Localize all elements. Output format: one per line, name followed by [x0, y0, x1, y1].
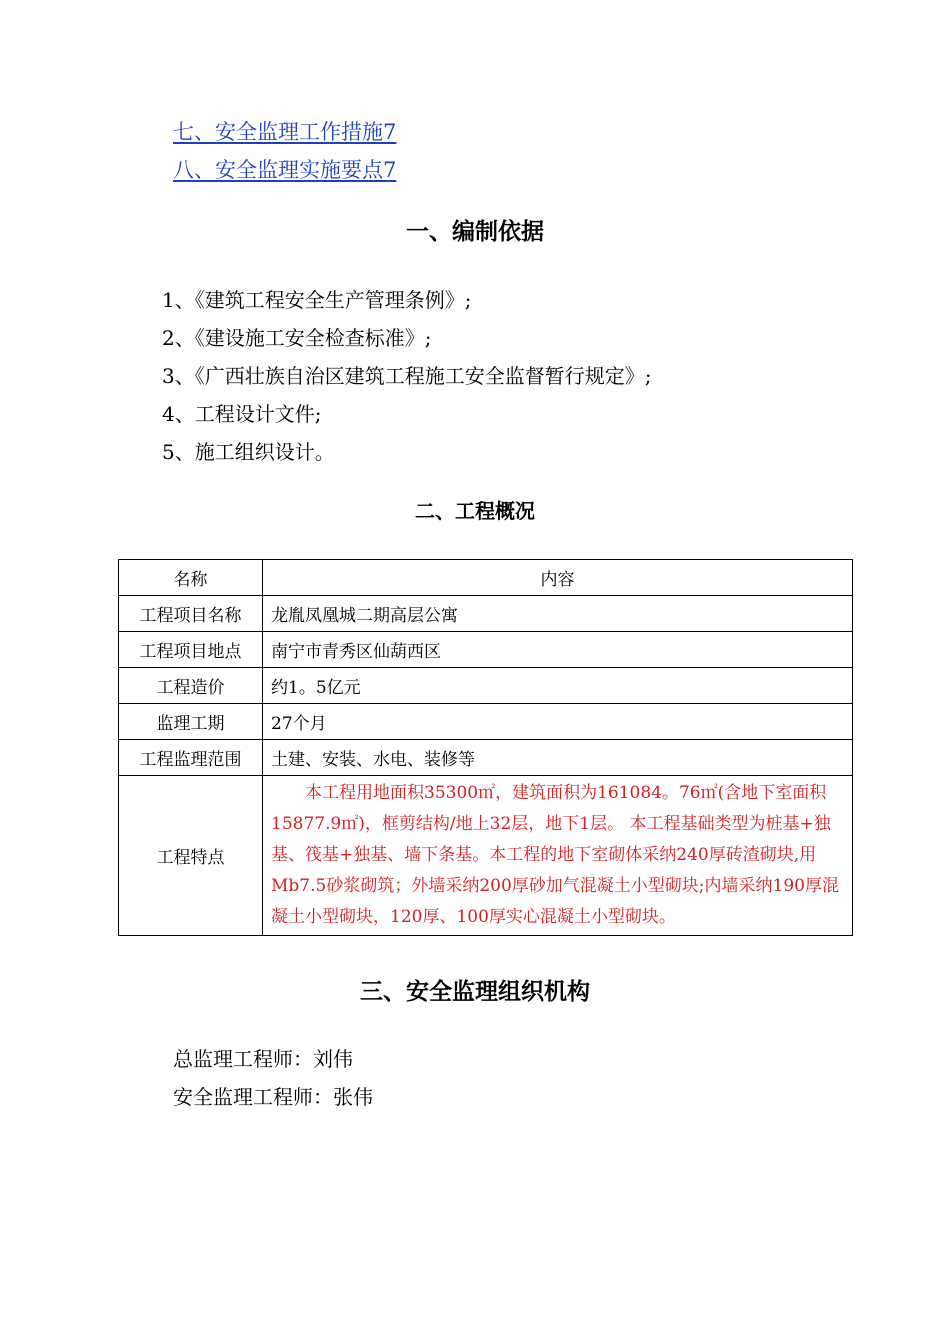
- column-header-content: 内容: [263, 560, 853, 596]
- table-row: [119, 704, 853, 740]
- table-header-row: [119, 560, 853, 596]
- basis-item: 1、《建筑工程安全生产管理条例》;: [162, 288, 472, 312]
- table-row: [119, 596, 853, 632]
- row-value: 南宁市青秀区仙葫西区: [263, 632, 853, 668]
- table-row: [119, 668, 853, 704]
- project-features-text: 本工程用地面积35300㎡，建筑面积为161084。76㎡(含地下室面积15877.9㎡)，框剪结构/地上32层，地下1层。 本工程基础类型为桩基+独基、筏基+独基、墙下条基。本工程的地下室砌体采纳240厚砖渣砌块,用Mb7.5砂浆砌筑；外墙采纳200厚砂加气混凝土小型砌块;内墙采纳190厚混凝土小型砌块，120厚、100厚实心混凝土小型砌块。: [263, 776, 853, 936]
- column-header-name: 名称: [119, 560, 263, 596]
- basis-item: 4、工程设计文件;: [162, 402, 322, 426]
- basis-item: 2、《建设施工安全检查标准》;: [162, 326, 432, 350]
- safety-engineer: 安全监理工程师：张伟: [173, 1085, 373, 1109]
- row-value: 龙胤凤凰城二期高层公寓: [263, 596, 853, 632]
- row-value: 约1。5亿元: [263, 668, 853, 704]
- row-label: 工程监理范围: [119, 740, 263, 776]
- table-row: [119, 740, 853, 776]
- row-label: 工程项目名称: [119, 596, 263, 632]
- toc-item-8[interactable]: 八、安全监理实施要点7: [173, 158, 397, 182]
- row-label: 工程特点: [119, 776, 263, 936]
- chief-engineer: 总监理工程师：刘伟: [173, 1047, 353, 1071]
- section-title-basis: 一、编制依据: [406, 219, 544, 245]
- row-label: 工程项目地点: [119, 632, 263, 668]
- project-overview-table: [118, 559, 853, 936]
- row-label: 监理工期: [119, 704, 263, 740]
- toc-item-7[interactable]: 七、安全监理工作措施7: [173, 120, 397, 144]
- row-label: 工程造价: [119, 668, 263, 704]
- table-row-features: [119, 776, 853, 936]
- basis-item: 3、《广西壮族自治区建筑工程施工安全监督暂行规定》;: [162, 364, 652, 388]
- section-title-organization: 三、安全监理组织机构: [360, 979, 590, 1005]
- row-value: 土建、安装、水电、装修等: [263, 740, 853, 776]
- basis-item: 5、施工组织设计。: [162, 440, 335, 464]
- section-title-overview: 二、工程概况: [415, 499, 535, 523]
- row-value: 27个月: [263, 704, 853, 740]
- table-row: [119, 632, 853, 668]
